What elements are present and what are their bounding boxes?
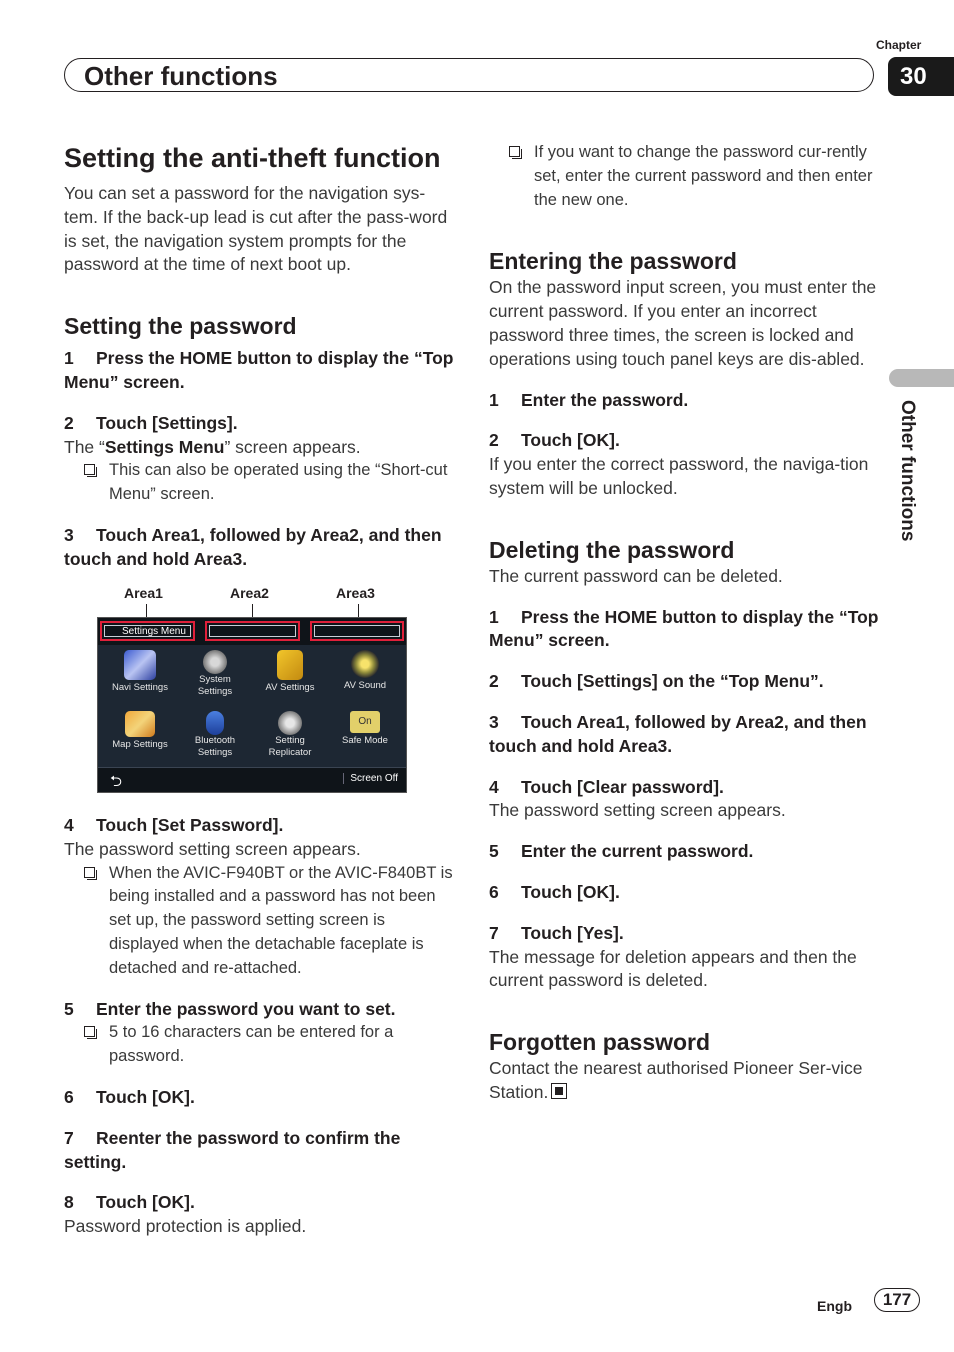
intro-paragraph: You can set a password for the navigation sys-tem. If the back-up lead is cut after the pass-word is set, the navigation system prompts for the password at the time of next boot up. [64, 183, 448, 275]
area3-highlight [310, 621, 404, 641]
delete-step-7-body: The message for deletion appears and then the current password is deleted. [489, 946, 857, 991]
page-number: 177 [874, 1288, 920, 1312]
end-of-section-icon [551, 1083, 567, 1099]
step-6: 6 Touch [OK]. [64, 1086, 195, 1107]
tile-system-settings: System Settings [184, 650, 246, 698]
step-5: 5 Enter the password you want to set. [64, 998, 396, 1019]
delete-step-3: 3 Touch Area1, followed by Area2, and then touch and hold Area3. [489, 711, 867, 756]
deleting-password-body: The current password can be deleted. [489, 565, 783, 586]
step-2-note: This can also be operated using the “Short-cut Menu” screen. [64, 459, 454, 507]
settings-menu-tab-label: Settings Menu [122, 626, 186, 637]
step-2: 2 Touch [Settings]. [64, 412, 238, 433]
forgotten-password-body: Contact the nearest authorised Pioneer Ser-vice Station. [489, 1058, 863, 1102]
safe-mode-on-icon: On [350, 711, 380, 733]
settings-menu-screenshot [97, 617, 407, 793]
delete-step-4: 4 Touch [Clear password]. [489, 776, 724, 797]
music-note-icon [277, 650, 303, 680]
note-checkbox-icon [509, 146, 520, 157]
side-tab-bar [889, 369, 954, 387]
step-4-note: When the AVIC-F940BT or the AVIC-F840BT is being installed and a password has not been set up, the password setting screen is displayed when the detachable faceplate is detached and re-attached. [64, 862, 454, 981]
navi-flag-icon [124, 650, 156, 680]
tile-map-settings: Map Settings [109, 711, 171, 751]
area2-highlight [205, 621, 300, 641]
step-3: 3 Touch Area1, followed by Area2, and then touch and hold Area3. [64, 524, 442, 569]
delete-step-4-body: The password setting screen appears. [489, 800, 786, 821]
tile-av-sound: AV Sound [334, 650, 396, 692]
left-column [64, 141, 454, 572]
delete-step-5: 5 Enter the current password. [489, 841, 754, 862]
tile-av-settings: AV Settings [259, 650, 321, 694]
step-4-body: The password setting screen appears. [64, 838, 361, 859]
footer-language: Engb [817, 1298, 852, 1314]
step-8: 8 Touch [OK]. [64, 1192, 195, 1213]
note-checkbox-icon [84, 464, 95, 475]
delete-step-1: 1 Press the HOME button to display the “Top Menu” screen. [489, 606, 879, 651]
gear-icon [203, 650, 227, 674]
delete-step-2: 2 Touch [Settings] on the “Top Menu”. [489, 671, 824, 692]
step-4: 4 Touch [Set Password]. [64, 815, 284, 835]
change-password-note: If you want to change the password cur-rently set, enter the current password and then enter the new one. [489, 141, 879, 212]
replicator-icon [278, 711, 302, 735]
bluetooth-icon [206, 711, 224, 735]
delete-step-7: 7 Touch [Yes]. [489, 922, 624, 943]
right-column [489, 141, 879, 1105]
step-5-note: 5 to 16 characters can be entered for a password. [64, 1021, 454, 1069]
note-checkbox-icon [84, 867, 95, 878]
speaker-icon [351, 650, 379, 678]
heading-forgotten-password: Forgotten password [489, 1029, 711, 1056]
step-2-body: The “Settings Menu” screen appears. [64, 436, 361, 457]
tile-setting-replicator: Setting Replicator [259, 711, 321, 759]
back-icon: ⮌ [110, 773, 123, 790]
enter-step-2-body: If you enter the correct password, the naviga-tion system will be unlocked. [489, 454, 869, 498]
left-column-lower [64, 814, 454, 1239]
step-1: 1 Press the HOME button to display the “Top Menu” screen. [64, 348, 454, 392]
map-icon [125, 711, 155, 737]
screen-off-label: Screen Off [343, 773, 398, 784]
page-title: Setting the anti-theft function [64, 143, 441, 173]
chapter-label: Chapter [876, 38, 922, 52]
heading-deleting-password: Deleting the password [489, 536, 735, 563]
step-7: 7 Reenter the password to confirm the setting. [64, 1127, 401, 1172]
tile-safe-mode: On Safe Mode [334, 711, 396, 747]
chapter-number: 30 [888, 57, 954, 96]
enter-step-2: 2 Touch [OK]. [489, 430, 620, 451]
section-title: Other functions [84, 61, 278, 91]
heading-setting-password: Setting the password [64, 313, 297, 340]
area2-label: Area2 [230, 585, 269, 601]
enter-step-1: 1 Enter the password. [489, 389, 689, 410]
step-8-body: Password protection is applied. [64, 1216, 307, 1237]
heading-entering-password: Entering the password [489, 248, 737, 275]
tile-navi-settings: Navi Settings [109, 650, 171, 694]
tile-bluetooth-settings: Bluetooth Settings [184, 711, 246, 759]
screen-bottom-bar [98, 767, 406, 792]
side-tab-label: Other functions [897, 400, 918, 542]
entering-password-body: On the password input screen, you must enter the current password. If you enter an incorrect password three times, the screen is locked and operations using touch panel keys are dis-abled. [489, 277, 877, 369]
delete-step-6: 6 Touch [OK]. [489, 881, 620, 902]
note-checkbox-icon [84, 1026, 95, 1037]
area3-label: Area3 [336, 585, 375, 601]
area1-highlight [100, 621, 195, 641]
area1-label: Area1 [124, 585, 163, 601]
